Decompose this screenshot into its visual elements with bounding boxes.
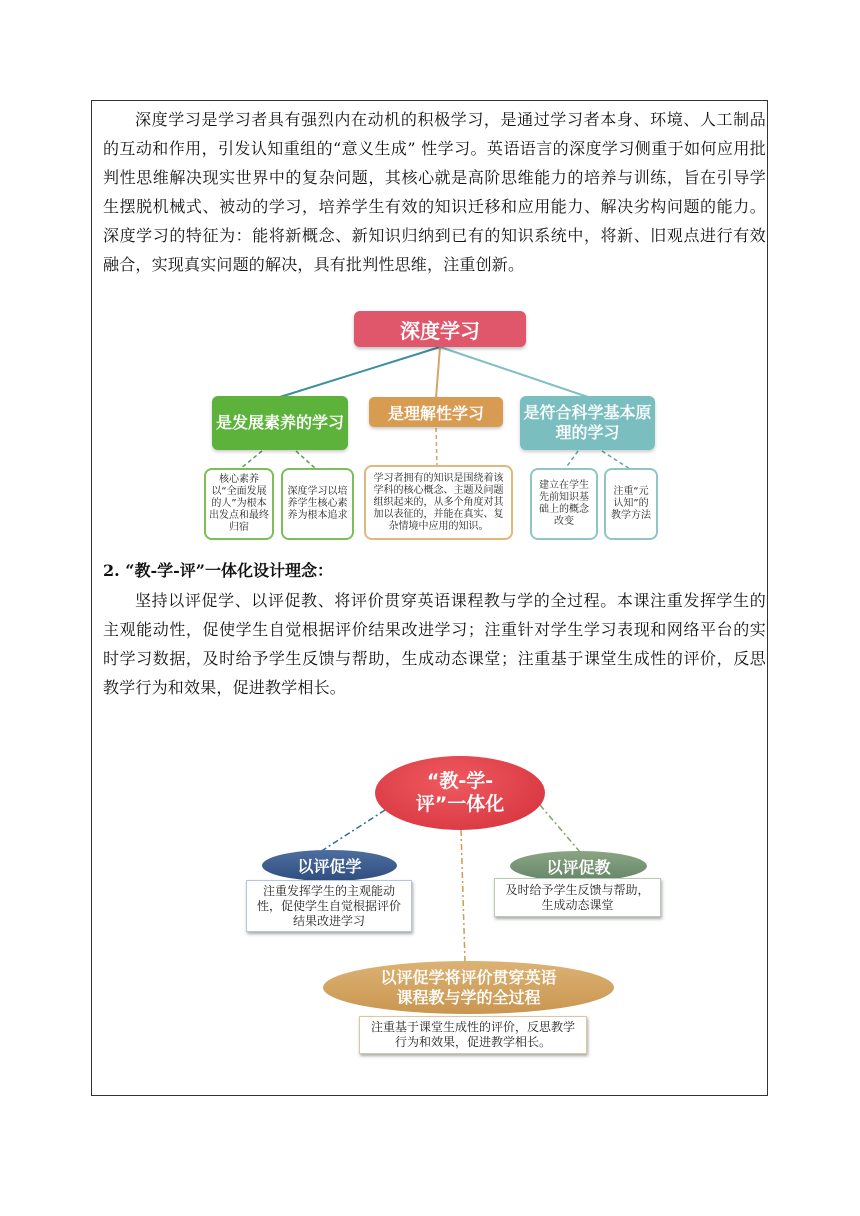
paragraph-teach-learn-assess: 坚持以评促学、以评促教、将评价贯穿英语课程教与学的全过程。本课注重发挥学生的主观能动性，促使学生自觉根据评价结果改进学习；注重针对学生学习表现和网络平台的实时学习数据，及时给予学生反馈与帮助，生成动态课堂；注重基于课堂生成性的评价，反思教学行为和效果，促进教学相长。 (103, 591, 766, 697)
diagram2-right-text (494, 878, 661, 917)
diagram1-leaf-metacognition: 注重“元认知”的教学方法 (604, 468, 658, 540)
diagram2-bottom-text-label: 注重基于课堂生成性的评价，反思教学行为和效果，促进教学相长。 (370, 1020, 575, 1049)
diagram2-bottom-title (323, 961, 614, 1014)
diagram1-leaf-concept-change: 建立在学生先前知识基础上的概念改变 (530, 468, 598, 540)
diagram1-leaf-core-literacy: 核心素养以“全面发展的人”为根本出发点和最终归宿 (204, 468, 274, 540)
diagram1-category-development: 是发展素养的学习 (212, 396, 348, 450)
diagram2-left-text-label: 注重发挥学生的主观能动性，促使学生自觉根据评价结果改进学习 (256, 883, 401, 928)
diagram2-left-text (246, 880, 412, 932)
diagram1-root: 深度学习 (354, 311, 526, 347)
diagram2-right-title: 以评促教 (510, 851, 647, 881)
diagram1-leaf-knowledge: 学习者拥有的知识是围绕着该学科的核心概念、主题及问题组织起来的，从多个角度对其加以表征的，并能在真实、复杂情境中应用的知识。 (364, 465, 513, 540)
diagram1-category-science: 是符合科学基本原理的学习 (520, 396, 655, 450)
diagram2-bottom-title-label: 以评促学将评价贯穿英语课程教与学的全过程 (380, 967, 557, 1007)
diagram2-root-label: “教-学-评”一体化 (415, 770, 505, 815)
diagram2-root (375, 756, 545, 830)
section-heading-2: 2. “教-学-评”一体化设计理念： (103, 561, 333, 580)
diagram2-bottom-text (359, 1016, 587, 1054)
diagram1-category-understanding: 是理解性学习 (369, 397, 503, 427)
diagram2-left-title: 以评促学 (262, 850, 397, 881)
paragraph-deep-learning: 深度学习是学习者具有强烈内在动机的积极学习，是通过学习者本身、环境、人工制品的互动和作用，引发认知重组的“意义生成” 性学习。英语语言的深度学习侧重于如何应用批判性思维解决现实世界中的复杂问题，其核心就是高阶思维能力的培养与训练，旨在引导学生摆脱机械式、被动的学习，培养学生有效的知识迁移和应用能力、解决劣构问题的能力。深度学习的特征为：能将新概念、新知识归纳到已有的知识系统中，将新、旧观点进行有效融合，实现真实问题的解决，具有批判性思维，注重创新。 (103, 110, 766, 274)
diagram2-right-text-label: 及时给予学生反馈与帮助，生成动态课堂 (505, 882, 650, 912)
diagram1-leaf-pursuit: 深度学习以培养学生核心素养为根本追求 (281, 468, 354, 540)
